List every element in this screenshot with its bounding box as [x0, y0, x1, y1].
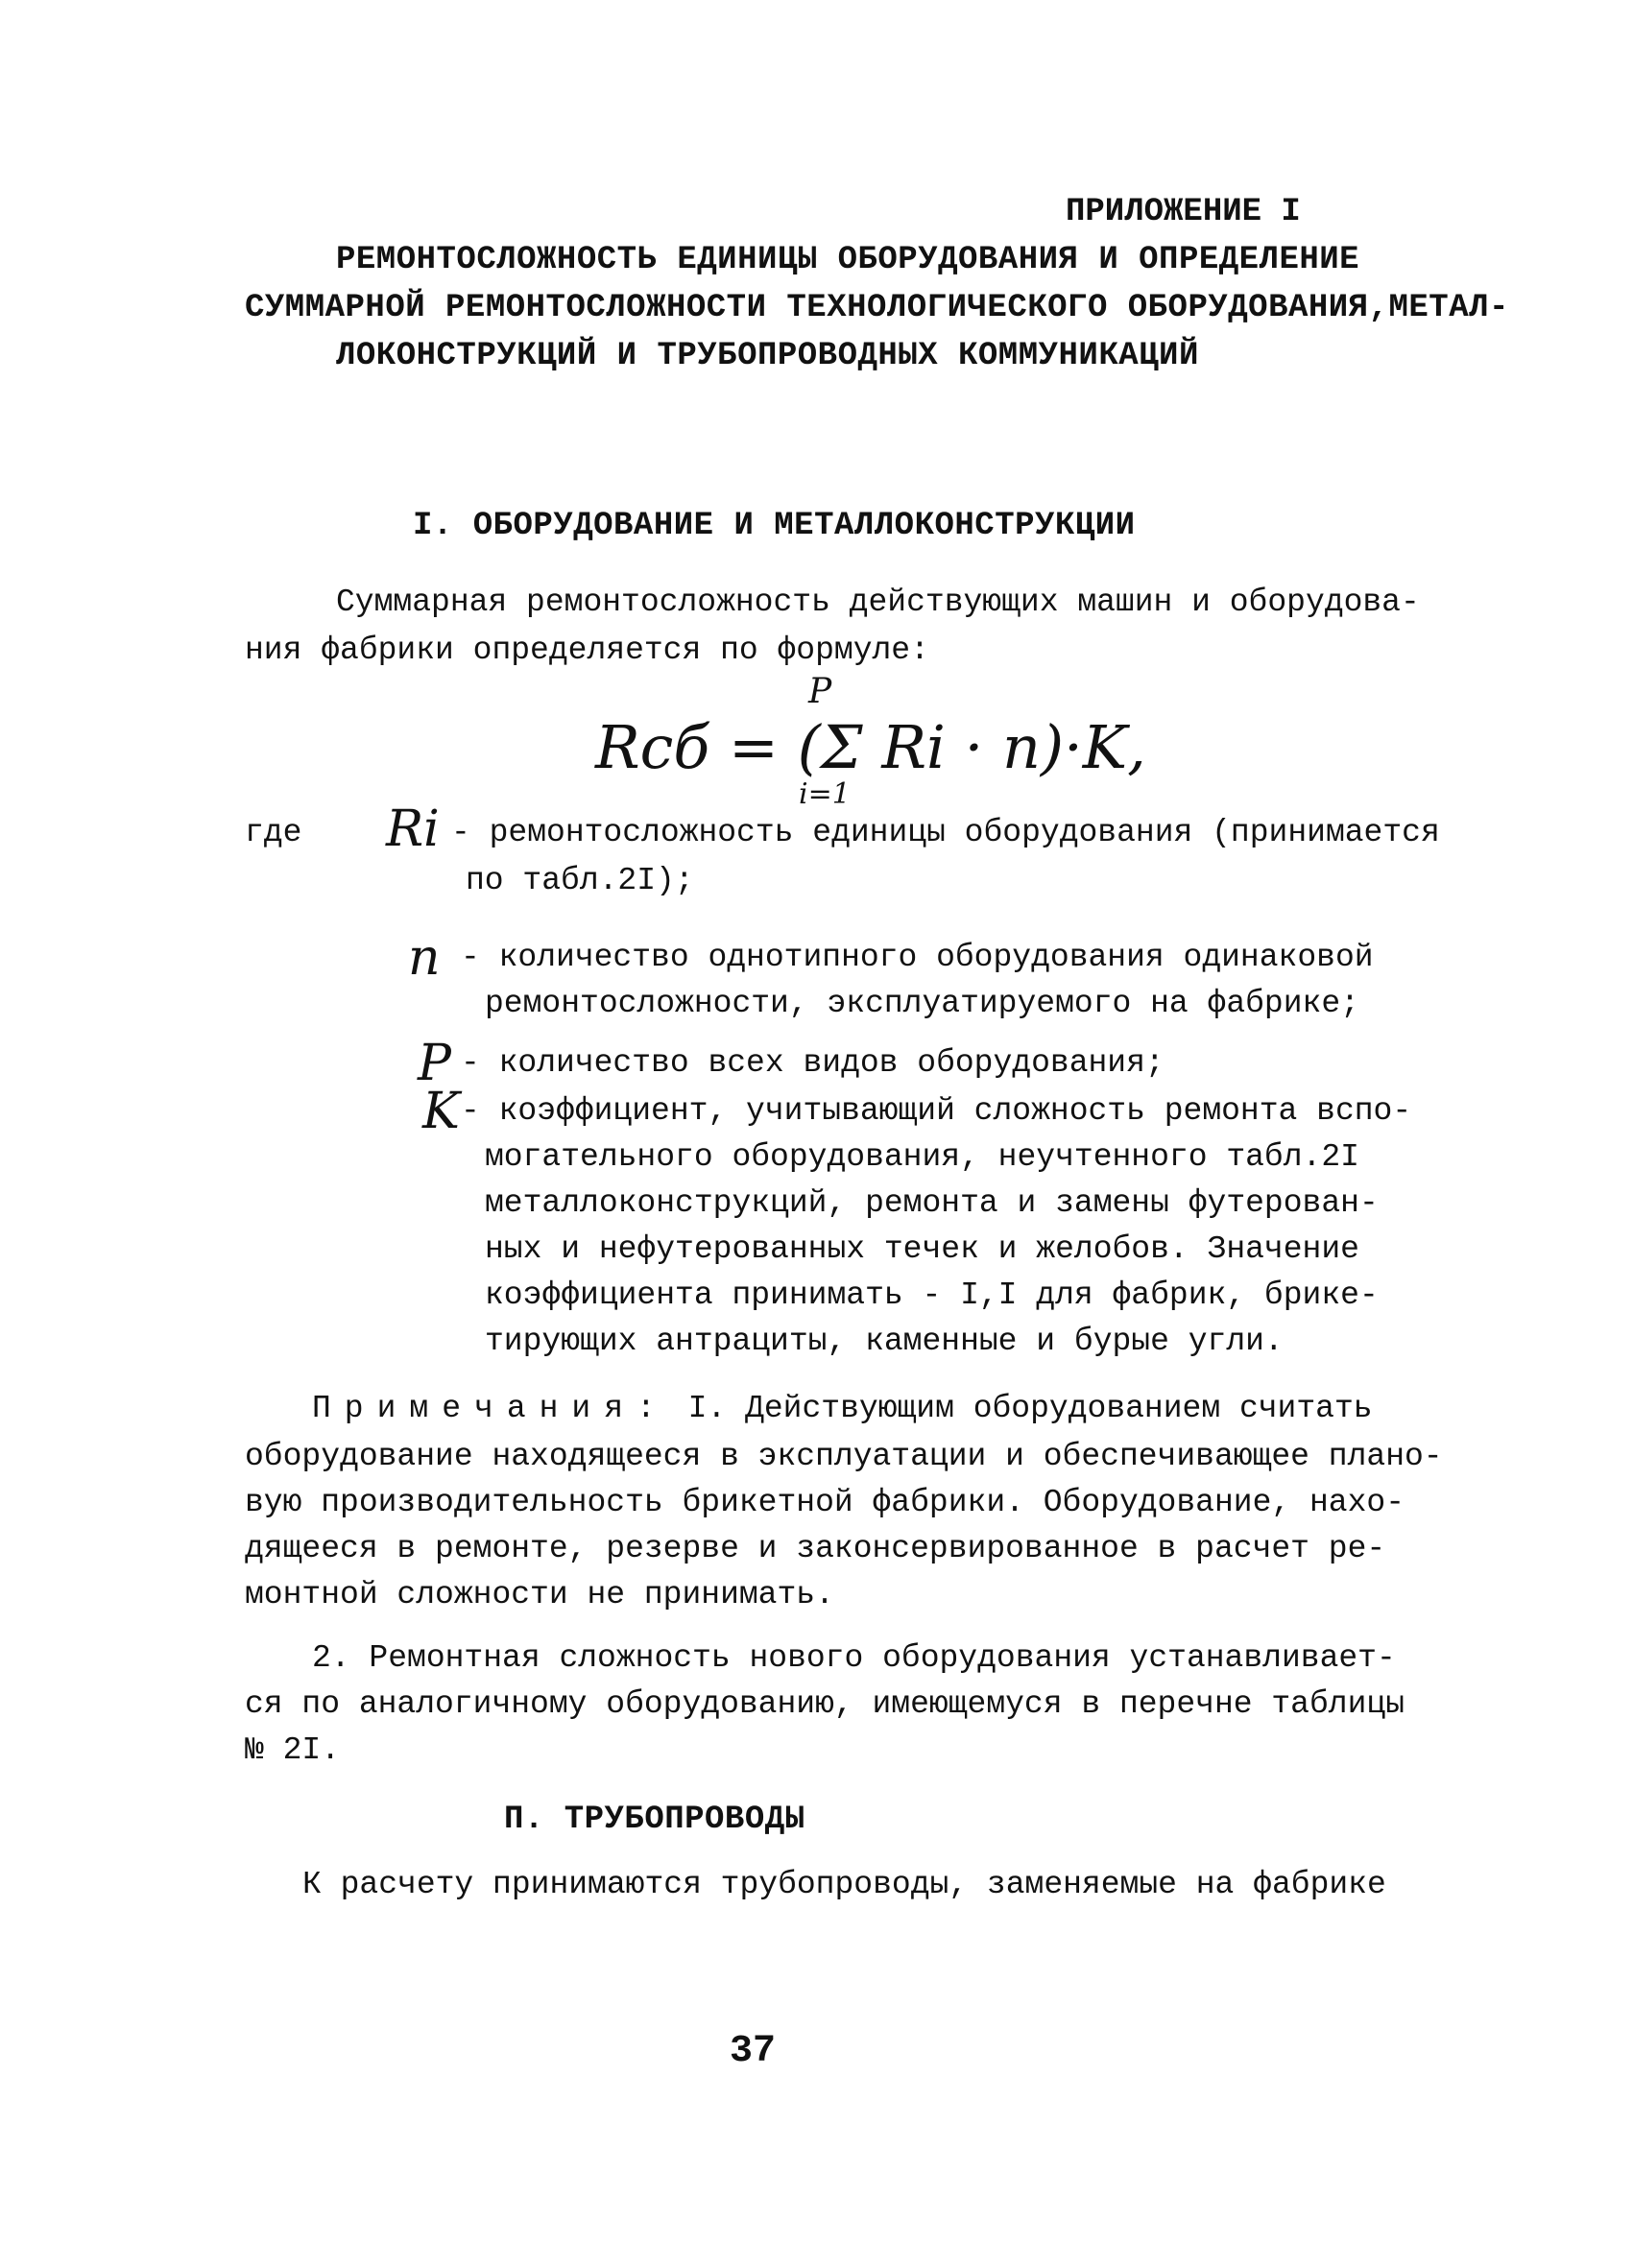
formula-upper-limit: P	[808, 672, 832, 711]
k-definition-line-5: коэффициента принимать - I,I для фабрик, брике-	[485, 1277, 1379, 1313]
ri-definition-line-2: по табл.2I);	[466, 863, 694, 898]
page-number: 37	[730, 2030, 777, 2073]
k-definition-line-2: могательного оборудования, неучтенного табл.2I	[485, 1139, 1359, 1175]
where-word: где	[245, 815, 302, 850]
k-definition-line-6: тирующих антрациты, каменные и бурые угли.	[485, 1324, 1284, 1359]
section-2-heading: П. ТРУБОПРОВОДЫ	[504, 1802, 805, 1838]
notes-label: Примечания:	[312, 1391, 669, 1426]
section-1-heading: I. ОБОРУДОВАНИЕ И МЕТАЛЛОКОНСТРУКЦИИ	[413, 508, 1136, 544]
note-1-line-3: вую производительность брикетной фабрики. Оборудование, нахо-	[245, 1485, 1405, 1520]
note-2-line-3: № 2I.	[245, 1732, 341, 1768]
note-1-line-4: дящееся в ремонте, резерве и законсервированное в расчет ре-	[245, 1531, 1386, 1566]
formula-lower-limit: i=1	[799, 777, 851, 811]
intro-line-1: Суммарная ремонтосложность действующих машин и оборудова-	[336, 585, 1420, 620]
p-symbol: P	[418, 1035, 451, 1092]
title-line-1: РЕМОНТОСЛОЖНОСТЬ ЕДИНИЦЫ ОБОРУДОВАНИЯ И ОПРЕДЕЛЕНИЕ	[336, 242, 1360, 278]
p-definition-line-1: - количество всех видов оборудования;	[461, 1045, 1165, 1081]
note-1-line-1: I. Действующим оборудованием считать	[687, 1391, 1373, 1426]
note-1-line-2: оборудование находящееся в эксплуатации и обеспечивающее плано-	[245, 1439, 1443, 1474]
section-2-line-1: К расчету принимаются трубопроводы, заменяемые на фабрике	[302, 1867, 1386, 1902]
ri-symbol: Ri	[386, 800, 440, 858]
intro-line-2: ния фабрики определяется по формуле:	[245, 633, 929, 668]
title-line-2: СУММАРНОЙ РЕМОНТОСЛОЖНОСТИ ТЕХНОЛОГИЧЕСКОГО ОБОРУДОВАНИЯ,МЕТАЛ-	[245, 290, 1509, 326]
n-symbol: n	[408, 929, 441, 987]
k-definition-line-1: - коэффициент, учитывающий сложность ремонта вспо-	[461, 1093, 1412, 1129]
ri-definition-line-1: - ремонтосложность единицы оборудования (принимается	[451, 815, 1440, 850]
k-definition-line-3: металлоконструкций, ремонта и замены футерован-	[485, 1185, 1379, 1221]
n-definition-line-1: - количество однотипного оборудования одинаковой	[461, 940, 1374, 975]
appendix-label: ПРИЛОЖЕНИЕ I	[1066, 194, 1301, 230]
repair-complexity-formula	[595, 672, 1146, 825]
formula-main: Rсб = (Σ Ri · n)·K,	[595, 712, 1146, 782]
note-2-line-1: 2. Ремонтная сложность нового оборудования устанавливает-	[312, 1640, 1396, 1676]
notes-first-line	[312, 1389, 1373, 1429]
title-line-3: ЛОКОНСТРУКЦИЙ И ТРУБОПРОВОДНЫХ КОММУНИКАЦИЙ	[336, 338, 1199, 374]
note-1-line-5: монтной сложности не принимать.	[245, 1577, 834, 1612]
note-2-line-2: ся по аналогичному оборудованию, имеющемуся в перечне таблицы	[245, 1686, 1405, 1722]
n-definition-line-2: ремонтосложности, эксплуатируемого на фабрике;	[485, 986, 1359, 1021]
k-symbol: K	[422, 1083, 460, 1140]
k-definition-line-4: ных и нефутерованных течек и желобов. Значение	[485, 1231, 1359, 1267]
